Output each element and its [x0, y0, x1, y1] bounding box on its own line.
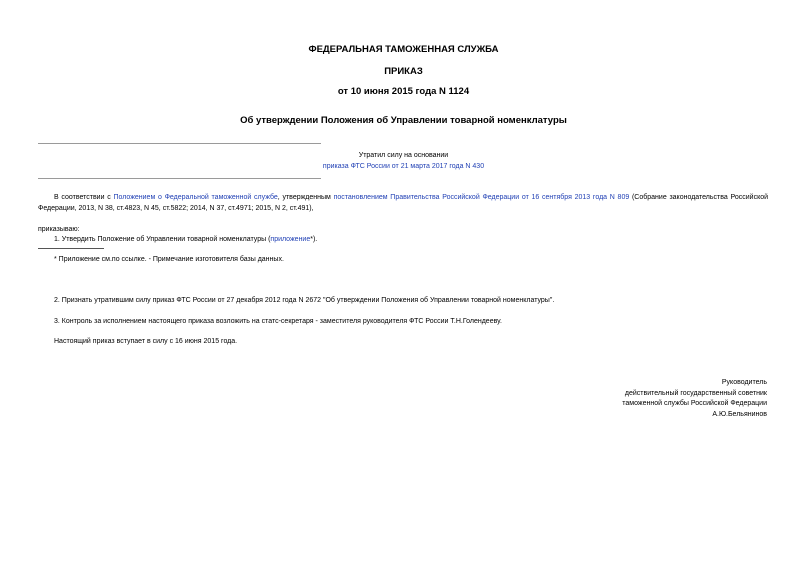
item-1-text: 1. Утвердить Положение об Управлении товарной номенклатуры ( — [54, 236, 271, 243]
order-word: приказываю: — [38, 226, 80, 233]
footnote: * Приложение см.по ссылке. - Примечание изготовителя базы данных. — [54, 256, 284, 263]
preamble-paragraph — [38, 193, 768, 214]
appendix-link[interactable]: приложение — [270, 236, 311, 243]
government-decree-link[interactable]: постановлением Правительства Российской Федерации от 16 сентября 2013 года N 809 — [333, 194, 630, 201]
status-top-rule — [38, 143, 321, 144]
fts-regulation-link[interactable]: Положением о Федеральной таможенной службе — [113, 194, 278, 201]
status-bottom-rule — [38, 178, 321, 179]
item-1-suffix: *). — [310, 236, 318, 243]
document-title: Об утверждении Положения об Управлении товарной номенклатуры — [240, 115, 567, 126]
effective-date: Настоящий приказ вступает в силу с 16 июня 2015 года. — [54, 338, 238, 345]
preamble-text-3: (Собрание законодательства Российской Федерации, 2013, N 38, ст.4823, N 45, ст.5822; 2014, N 37, ст.4971; 2015, N 2, ст.491), — [38, 194, 769, 212]
document-date-number: от 10 июня 2015 года N 1124 — [337, 86, 470, 97]
document-type: ПРИКАЗ — [384, 66, 423, 77]
status-note-link-wrap — [0, 162, 807, 171]
item-3: 3. Контроль за исполнением настоящего приказа возложить на статс-секретаря - заместителя руководителя ФТС России Т.Н.Голендееву. — [54, 318, 502, 325]
status-note-line: Утратил силу на основании — [358, 152, 449, 159]
preamble-text-1: В соответствии с — [54, 194, 114, 201]
item-2: 2. Признать утратившим силу приказ ФТС России от 27 декабря 2012 года N 2672 "Об утверждении Положения об Управлении товарной номенклатуры". — [54, 297, 555, 304]
agency-name: ФЕДЕРАЛЬНАЯ ТАМОЖЕННАЯ СЛУЖБА — [308, 44, 499, 55]
item-1 — [54, 235, 317, 246]
repeal-order-link[interactable]: приказа ФТС России от 21 марта 2017 года N 430 — [322, 163, 485, 170]
preamble-text-2: , утвержденным — [277, 194, 334, 201]
signature-rank-1: действительный государственный советник — [624, 389, 767, 397]
signature-name: А.Ю.Бельянинов — [712, 410, 767, 418]
signature-rank-2: таможенной службы Российской Федерации — [622, 400, 767, 407]
signature-position: Руководитель — [721, 379, 767, 386]
signature-block — [622, 378, 767, 420]
footnote-rule — [38, 248, 104, 249]
